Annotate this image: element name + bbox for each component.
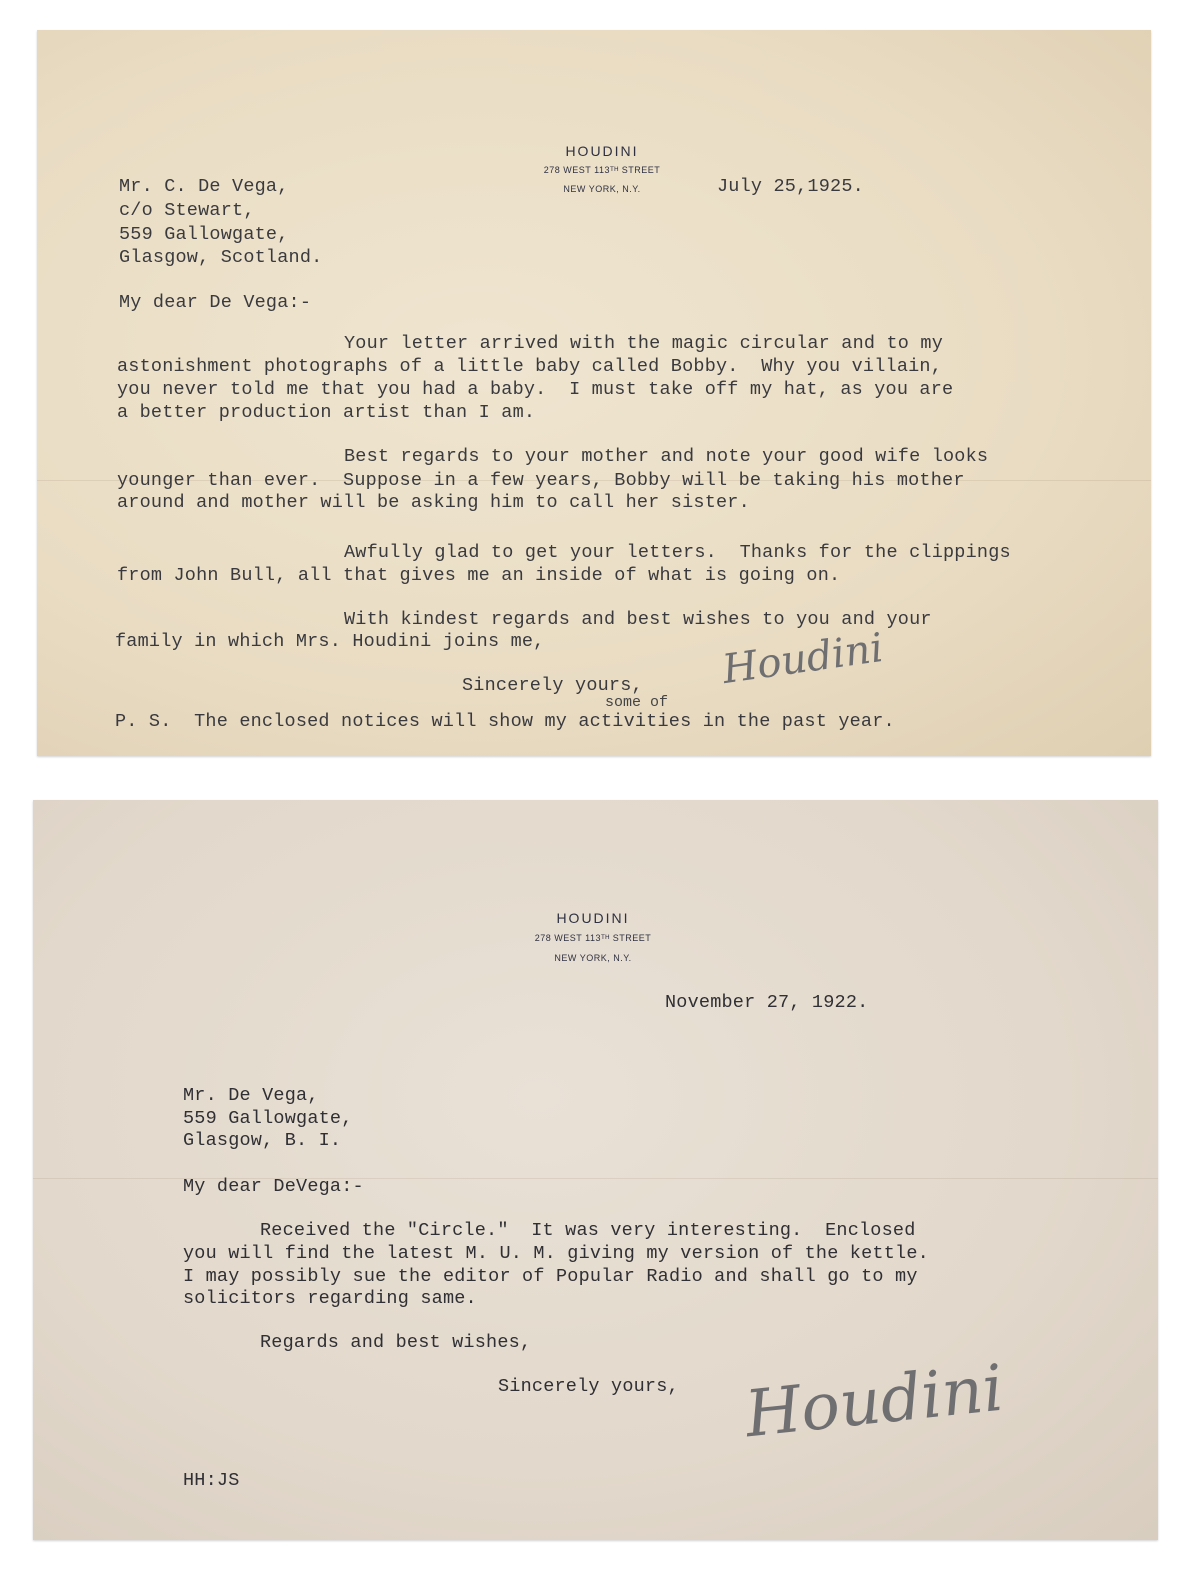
letterhead-street: 278 WEST 113ᵀᴴ STREET	[534, 933, 652, 943]
address-line: c/o Stewart,	[119, 200, 255, 221]
letterhead-street: 278 WEST 113ᵀᴴ STREET	[543, 165, 661, 175]
letterhead-city: NEW YORK, N.Y.	[563, 184, 641, 194]
address-line: Glasgow, B. I.	[183, 1130, 342, 1151]
letterhead	[483, 910, 703, 963]
body-line: With kindest regards and best wishes to you and your	[344, 609, 932, 630]
address-line: Mr. C. De Vega,	[119, 176, 289, 197]
regards: Regards and best wishes,	[260, 1332, 532, 1353]
body-line: Received the "Circle." It was very interesting. Enclosed	[260, 1220, 916, 1241]
address-line: 559 Gallowgate,	[119, 224, 289, 245]
letter-date: November 27, 1922.	[665, 992, 869, 1013]
letterhead-name: HOUDINI	[556, 910, 630, 926]
letter-1925	[37, 30, 1151, 756]
body-line: a better production artist than I am.	[117, 402, 536, 423]
letterhead-name: HOUDINI	[565, 143, 639, 159]
closing: Sincerely yours,	[462, 675, 643, 696]
body-line: around and mother will be asking him to call her sister.	[117, 492, 750, 513]
body-line: solicitors regarding same.	[183, 1288, 477, 1309]
letterhead-city: NEW YORK, N.Y.	[554, 953, 632, 963]
letter-date: July 25,1925.	[717, 176, 864, 197]
body-line: Your letter arrived with the magic circular and to my	[344, 333, 943, 354]
address-line: Mr. De Vega,	[183, 1085, 319, 1106]
body-line: from John Bull, all that gives me an inside of what is going on.	[117, 565, 841, 586]
body-line: I may possibly sue the editor of Popular Radio and shall go to my	[183, 1266, 918, 1287]
handwritten-insertion: some of	[605, 694, 669, 711]
address-line: Glasgow, Scotland.	[119, 247, 323, 268]
letterhead	[492, 143, 712, 194]
body-line: you will find the latest M. U. M. giving my version of the kettle.	[183, 1243, 929, 1264]
salutation: My dear DeVega:-	[183, 1176, 364, 1197]
salutation: My dear De Vega:-	[119, 292, 312, 313]
body-line: Best regards to your mother and note your good wife looks	[344, 446, 989, 467]
closing: Sincerely yours,	[498, 1376, 679, 1397]
body-line: Awfully glad to get your letters. Thanks for the clippings	[344, 542, 1011, 563]
body-line: you never told me that you had a baby. I must take off my hat, as you are	[117, 379, 954, 400]
body-line: family in which Mrs. Houdini joins me,	[115, 631, 545, 652]
signature: Houdini	[741, 1351, 1007, 1453]
signature: Houdini	[719, 624, 887, 694]
address-line: 559 Gallowgate,	[183, 1108, 353, 1129]
typist-initials: HH:JS	[183, 1470, 240, 1491]
letter-1922	[33, 800, 1158, 1540]
body-line: astonishment photographs of a little baby called Bobby. Why you villain,	[117, 356, 943, 377]
postscript: P. S. The enclosed notices will show my activities in the past year.	[115, 711, 895, 732]
body-line: younger than ever. Suppose in a few years, Bobby will be taking his mother	[117, 470, 965, 491]
